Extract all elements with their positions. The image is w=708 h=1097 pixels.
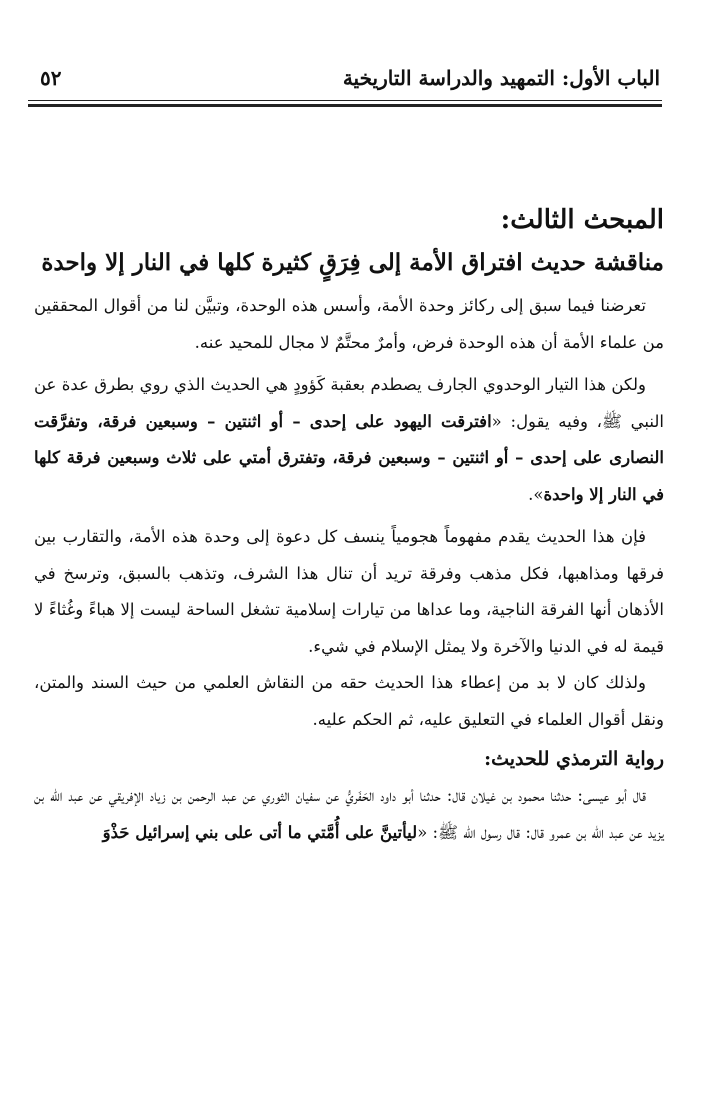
- running-header: [40, 66, 660, 102]
- section-title: مناقشة حديث افتراق الأمة إلى فِرَقٍ كثيرة كلها في النار إلا واحدة: [41, 249, 664, 276]
- paragraph-1: تعرضنا فيما سبق إلى ركائز وحدة الأمة، وأسس هذه الوحدة، وتبيَّن لنا من أقوال المحققين من علماء الأمة أن هذه الوحدة فرض، وأمرٌ محتَّمٌ لا مجال للمحيد عنه.: [34, 296, 664, 352]
- quote-close: ».: [528, 484, 544, 504]
- section-label: المبحث الثالث:: [500, 205, 664, 235]
- paragraph-5: [34, 778, 664, 851]
- page-body: [34, 205, 664, 851]
- page-number: ٥٢: [40, 66, 62, 90]
- hadith-quote-2: ليأتينَّ على أُمَّتي ما أتى على بني إسرائيل حَذْوَ: [102, 822, 418, 842]
- running-title: الباب الأول: التمهيد والدراسة التاريخية: [342, 66, 660, 90]
- paragraph-5-intro: قال أبو عيسى: حدثنا محمود بن غيلان قال: حدثنا أبو داود الحَفَريُّ عن سفيان الثوري عن عبد الرحمن بن زياد الإفريقي عن عبد الله بن يزيد عن عبد الله بن عمرو قال: قال رسول الله ﷺ: «: [34, 786, 664, 842]
- subheading-tirmidhi: رواية الترمذي للحديث:: [484, 748, 664, 770]
- paragraph-4: ولذلك كان لا بد من إعطاء هذا الحديث حقه من النقاش العلمي من حيث السند والمتن، ونقل أقوال العلماء في التعليق عليه، ثم الحكم عليه.: [34, 673, 664, 729]
- header-rule-thin: [28, 100, 662, 101]
- paragraph-2-intro: ولكن هذا التيار الوحدوي الجارف يصطدم بعقبة كَؤودٍ هي الحديث الذي روي بطرق عدة عن النبي ﷺ، وفيه يقول: «: [34, 375, 664, 431]
- header-rule-thick: [28, 104, 662, 107]
- paragraph-3: فإن هذا الحديث يقدم مفهوماً هجومياً ينسف كل دعوة إلى وحدة هذه الأمة، والتقارب بين فرقها ومذاهبها، فكل مذهب وفرقة تريد أن تنال هذا الشرف، وتذهب بالسبق، وترسخ في الأذهان أنها الفرقة الناجية، وما عداها من تيارات إسلامية تشغل الساحة ليست إلا هباءً وغُثاءً لا قيمة له في الدنيا والآخرة ولا يمثل الإسلام في شيء.: [34, 527, 664, 656]
- hadith-quote: افترقت اليهود على إحدى – أو اثنتين – وسبعين فرقة، وتفرَّقت النصارى على إحدى – أو اثنتين – وسبعين فرقة، وتفترق أمتي على ثلاث وسبعين فرقة كلها في النار إلا واحدة: [34, 411, 664, 504]
- paragraph-2: [34, 367, 664, 513]
